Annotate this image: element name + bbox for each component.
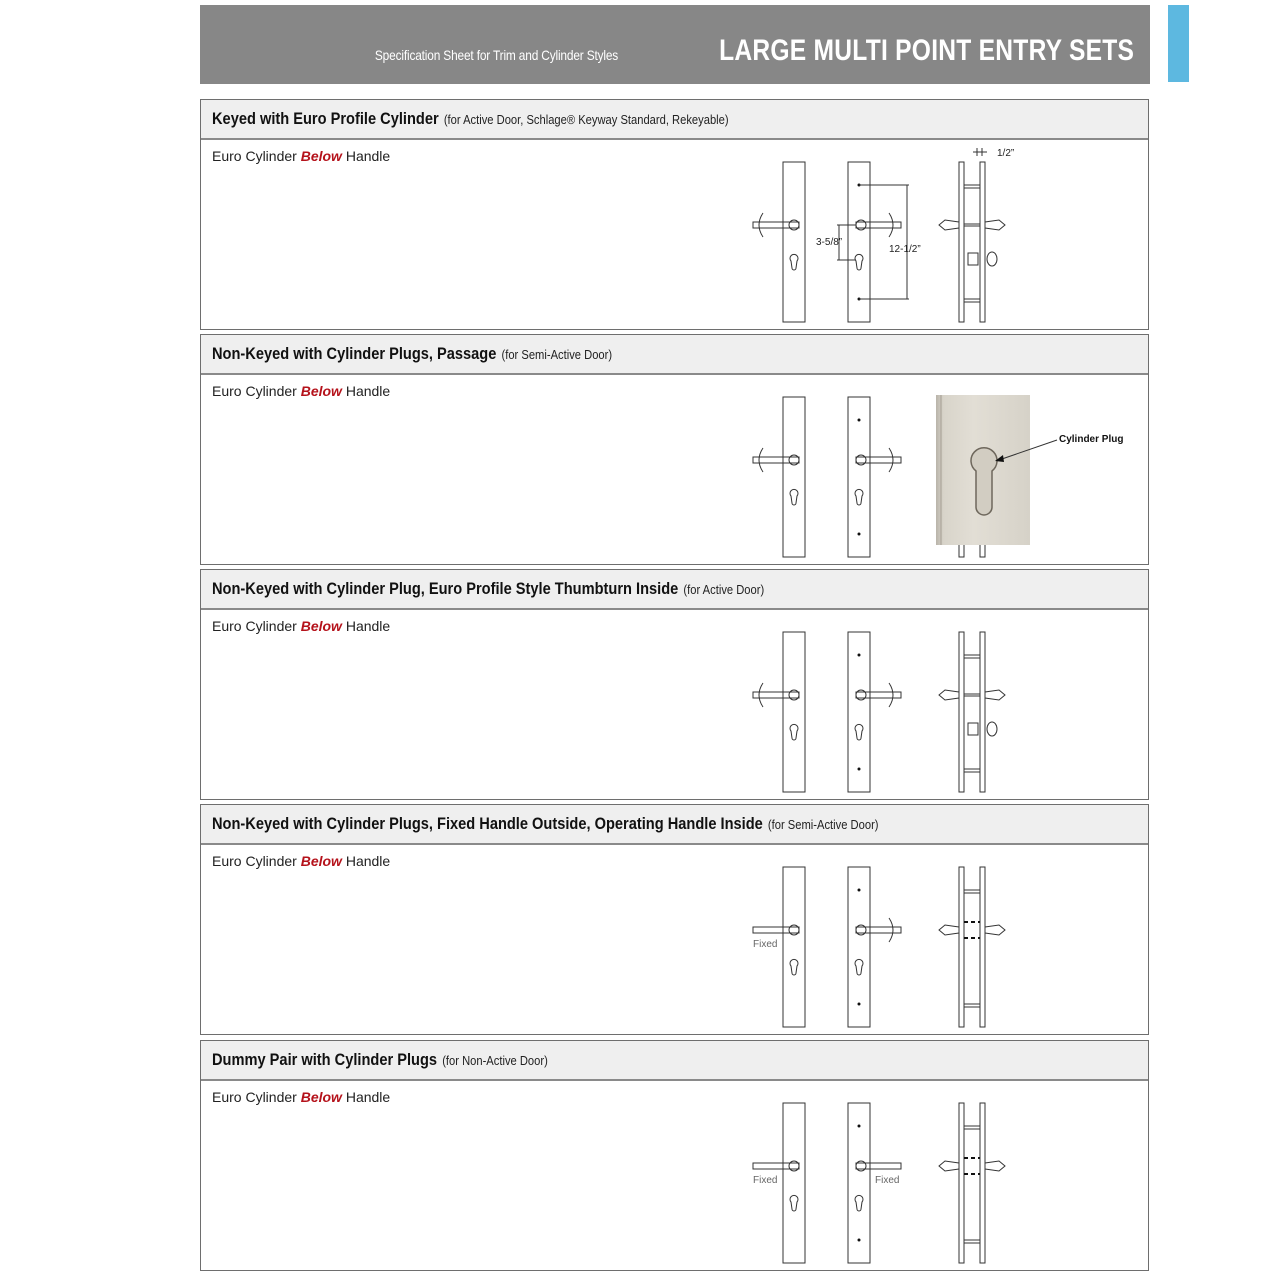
lever-profile-outer	[939, 1161, 959, 1171]
section-header	[201, 100, 1148, 140]
section-dummy-pair	[200, 1040, 1149, 1271]
keyhole-icon	[855, 724, 863, 740]
cylinder-plug-label: Cylinder Plug	[1059, 434, 1124, 445]
trim-drawing	[541, 610, 841, 800]
lever-profile-outer	[939, 690, 959, 700]
screw-hole	[858, 1125, 861, 1128]
screw-hole	[858, 654, 861, 657]
escutcheon-plate	[783, 867, 805, 1027]
section-header	[201, 1041, 1148, 1081]
dimension-spacing: 3-5/8”	[816, 237, 843, 248]
emphasis: Below	[300, 618, 342, 634]
side-plate-inner	[980, 1103, 985, 1263]
lever-handle	[753, 927, 799, 933]
keyhole-icon	[790, 1195, 798, 1211]
section-header	[201, 335, 1148, 375]
header-title: LARGE MULTI POINT ENTRY SETS	[718, 34, 1134, 67]
section-title: Non-Keyed with Cylinder Plug, Euro Profile Style Thumbturn Inside	[212, 579, 679, 598]
keyhole-icon	[855, 1195, 863, 1211]
through-spindle	[964, 224, 980, 226]
lever-handle	[753, 457, 799, 463]
spindle-top	[964, 1126, 980, 1129]
section-keyed-euro	[200, 99, 1149, 330]
lever-profile-outer	[939, 220, 959, 230]
header-subtitle: Specification Sheet for Trim and Cylinder Styles	[374, 47, 618, 63]
lever-profile-inner	[985, 690, 1005, 700]
fixed-label: Fixed	[875, 1175, 900, 1186]
screw-hole	[858, 1239, 861, 1242]
lever-handle	[753, 1163, 799, 1169]
lever-handle	[856, 692, 901, 698]
dimension-line-length	[859, 185, 909, 299]
side-plate-outer	[959, 1103, 964, 1263]
section-thumbturn	[200, 569, 1149, 800]
keyhole-icon	[790, 489, 798, 505]
cylinder-plug-photo	[936, 395, 1030, 545]
section-subtitle: Euro Cylinder Below Handle	[212, 618, 391, 634]
keyhole-icon	[855, 254, 863, 270]
keyhole-icon	[855, 959, 863, 975]
fixed-label: Fixed	[753, 939, 778, 950]
section-passage	[200, 334, 1149, 565]
rotation-arrow-icon	[889, 683, 893, 707]
section-header	[201, 570, 1148, 610]
section-title: Non-Keyed with Cylinder Plugs, Passage	[212, 344, 497, 363]
lever-handle	[753, 692, 799, 698]
screw-hole	[858, 419, 861, 422]
side-plate-inner	[980, 162, 985, 322]
escutcheon-plate	[783, 632, 805, 792]
lever-handle	[753, 222, 799, 228]
keyhole-icon	[790, 724, 798, 740]
dimension-length: 12-1/2”	[889, 244, 921, 255]
fixed-label: Fixed	[753, 1175, 778, 1186]
rotation-arrow-icon	[889, 448, 893, 472]
rotation-arrow-icon	[759, 213, 763, 237]
section-subtitle: Euro Cylinder Below Handle	[212, 148, 391, 164]
section-fixed-operating	[200, 804, 1149, 1035]
spindle-top	[964, 890, 980, 893]
emphasis: Below	[300, 383, 342, 399]
emphasis: Below	[300, 853, 342, 869]
cylinder-body	[968, 723, 978, 735]
lever-profile-outer	[939, 925, 959, 935]
trim-drawing	[541, 375, 841, 565]
spindle-bottom	[964, 769, 980, 772]
trim-drawing	[541, 140, 1015, 330]
lever-handle	[856, 222, 901, 228]
thumbturn-icon	[987, 722, 997, 736]
header-banner	[200, 5, 1150, 84]
escutcheon-plate	[783, 397, 805, 557]
escutcheon-plate	[783, 162, 805, 322]
side-plate-inner	[980, 867, 985, 1027]
section-note: (for Active Door)	[683, 582, 765, 597]
screw-hole	[858, 1003, 861, 1006]
rotation-arrow-icon	[759, 683, 763, 707]
lever-profile-inner	[985, 925, 1005, 935]
section-note: (for Active Door, Schlage® Keyway Standard, Rekeyable)	[443, 112, 729, 127]
rotation-arrow-icon	[889, 213, 893, 237]
keyhole-icon	[855, 489, 863, 505]
thumbturn-icon	[987, 252, 997, 266]
section-title: Dummy Pair with Cylinder Plugs	[212, 1050, 438, 1069]
escutcheon-plate	[783, 1103, 805, 1263]
keyhole-icon	[790, 959, 798, 975]
dimension-projection: 1/2”	[997, 148, 1015, 159]
spindle-bottom	[964, 1240, 980, 1243]
keyhole-icon	[790, 254, 798, 270]
dummy-spindles	[964, 1158, 980, 1174]
section-note: (for Semi-Active Door)	[501, 347, 613, 362]
side-plate-outer	[959, 632, 964, 792]
spindle-bottom	[964, 299, 980, 302]
lever-profile-inner	[985, 220, 1005, 230]
lever-profile-inner	[985, 1161, 1005, 1171]
side-plate-outer	[959, 867, 964, 1027]
rotation-arrow-icon	[889, 918, 893, 942]
emphasis: Below	[300, 1089, 342, 1105]
lever-handle	[856, 927, 901, 933]
screw-hole	[858, 889, 861, 892]
cylinder-body	[968, 253, 978, 265]
screw-hole	[858, 533, 861, 536]
rotation-arrow-icon	[759, 448, 763, 472]
emphasis: Below	[300, 148, 342, 164]
side-plate-outer	[959, 162, 964, 322]
section-subtitle: Euro Cylinder Below Handle	[212, 1089, 391, 1105]
trim-drawing	[541, 1081, 900, 1271]
spindle-top	[964, 655, 980, 658]
through-spindle	[964, 694, 980, 696]
screw-hole	[858, 768, 861, 771]
section-note: (for Semi-Active Door)	[767, 817, 879, 832]
section-header	[201, 805, 1148, 845]
section-title: Non-Keyed with Cylinder Plugs, Fixed Handle Outside, Operating Handle Inside	[212, 814, 763, 833]
side-plate-inner	[980, 632, 985, 792]
accent-tab	[1168, 5, 1189, 82]
section-subtitle: Euro Cylinder Below Handle	[212, 383, 391, 399]
dummy-spindles	[964, 922, 980, 938]
spindle-top	[964, 185, 980, 188]
section-note: (for Non-Active Door)	[442, 1053, 548, 1068]
lever-handle	[856, 1163, 901, 1169]
trim-drawing	[541, 845, 841, 1035]
lever-handle	[856, 457, 901, 463]
dimension-line-projection	[973, 148, 987, 156]
spindle-bottom	[964, 1004, 980, 1007]
section-title: Keyed with Euro Profile Cylinder	[212, 109, 439, 128]
section-subtitle: Euro Cylinder Below Handle	[212, 853, 391, 869]
